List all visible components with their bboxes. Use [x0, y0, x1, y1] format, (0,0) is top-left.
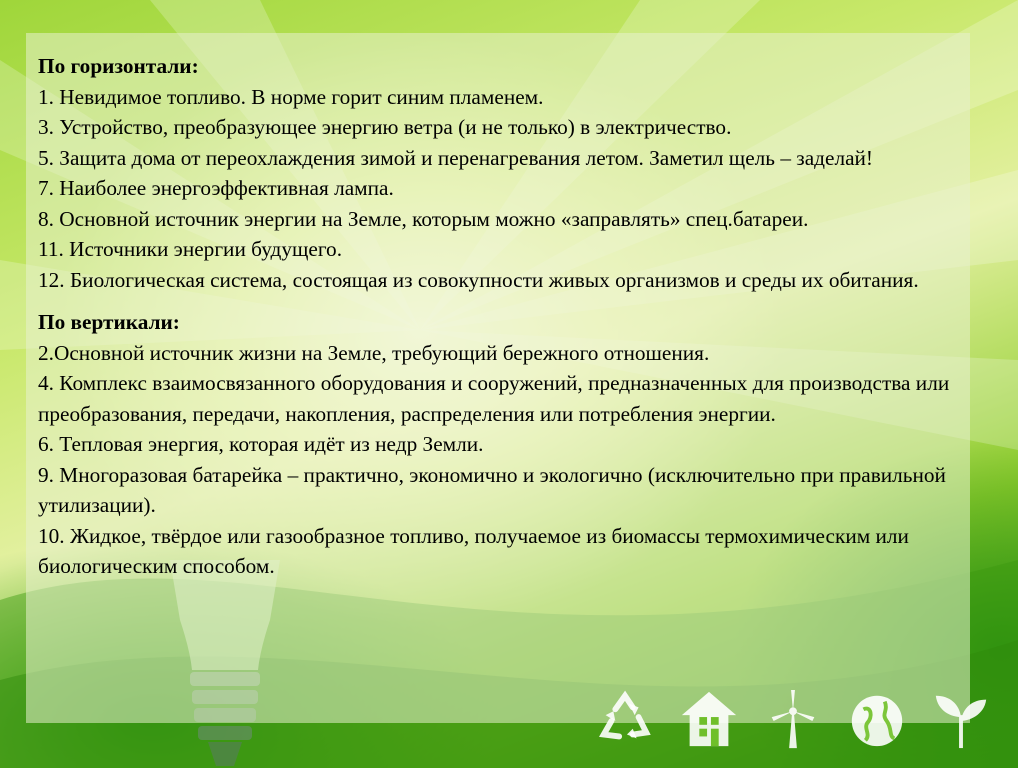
vertical-clue-2: 2.Основной источник жизни на Земле, требующий бережного отношения. — [38, 340, 710, 365]
sprout-icon — [930, 688, 992, 750]
horizontal-clue-8: 8. Основной источник энергии на Земле, которым можно «заправлять» спец.батареи. — [38, 206, 809, 231]
horizontal-clue-3: 3. Устройство, преобразующее энергию ветра (и не только) в электричество. — [38, 115, 732, 139]
crossword-clues-panel — [26, 33, 970, 723]
vertical-clue-9: 9. Многоразовая батарейка – практично, экономично и экологично (исключительно при правильной утилизации). — [38, 462, 946, 517]
section-spacer — [38, 295, 958, 307]
vertical-clue-4: 4. Комплекс взаимосвязанного оборудования и сооружений, предназначенных для производства или преобразования, передачи, накопления, распределения или потребления энергии. — [38, 371, 950, 426]
horizontal-clue-12: 12. Биологическая система, состоящая из совокупности живых организмов и среды их обитания. — [38, 267, 919, 292]
wind-turbine-icon — [762, 688, 824, 750]
recycle-icon — [594, 688, 656, 750]
globe-icon — [846, 688, 908, 750]
house-icon — [678, 688, 740, 750]
horizontal-clue-1: 1. Невидимое топливо. В норме горит синим пламенем. — [38, 84, 544, 109]
horizontal-clue-11: 11. Источники энергии будущего. — [38, 237, 343, 261]
horizontal-section-title: По горизонтали: — [38, 54, 199, 78]
vertical-clue-6: 6. Тепловая энергия, которая идёт из недр Земли. — [38, 432, 484, 456]
horizontal-clue-5: 5. Защита дома от переохлаждения зимой и перенагревания летом. Заметил щель – заделай! — [38, 145, 874, 170]
horizontal-clue-7: 7. Наиболее энергоэффективная лампа. — [38, 176, 394, 200]
eco-icons-row — [594, 680, 994, 750]
vertical-clue-10: 10. Жидкое, твёрдое или газообразное топливо, получаемое из биомассы термохимическим или биологическим способом. — [38, 523, 909, 578]
vertical-section-title: По вертикали: — [38, 310, 180, 334]
